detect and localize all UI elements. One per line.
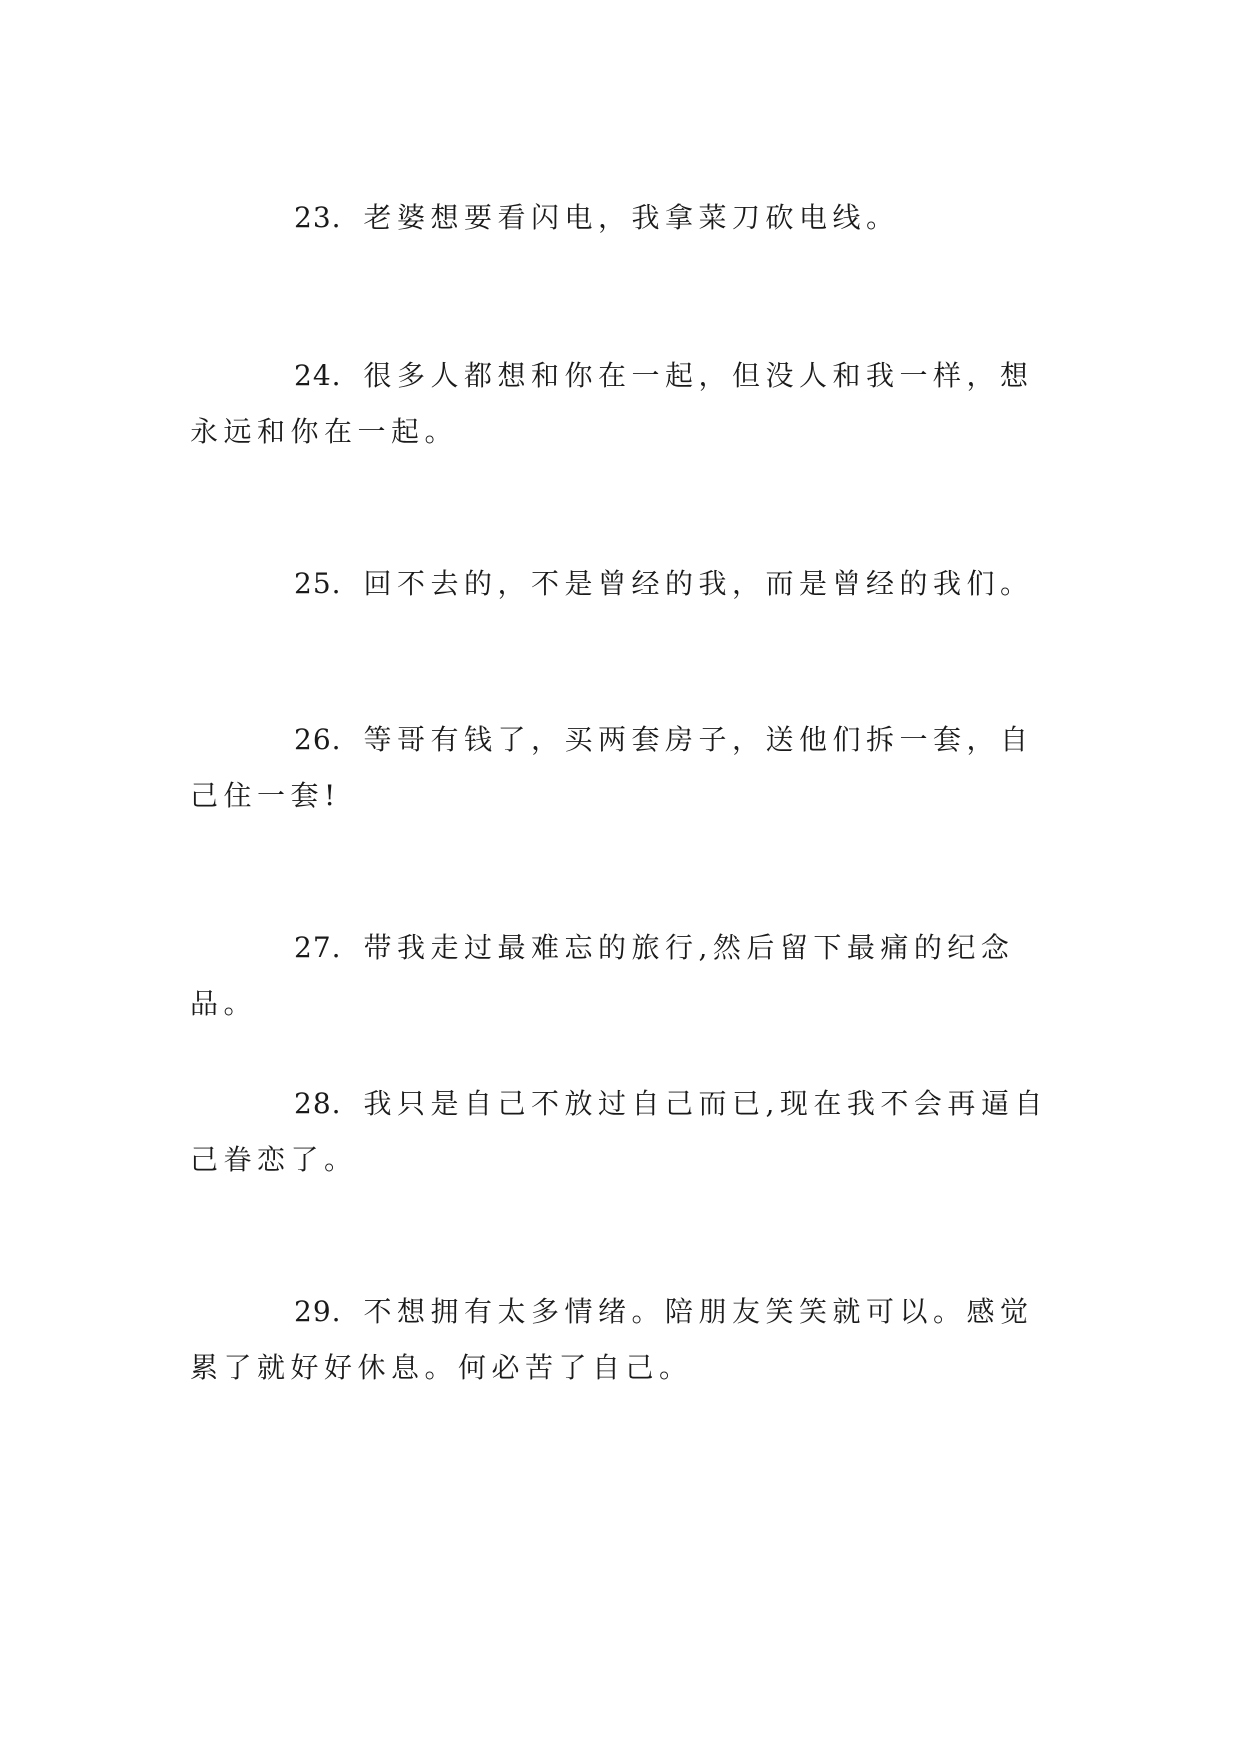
item-number: 28. [294,1087,342,1120]
list-item [190,1076,1050,1188]
item-number: 27. [294,931,342,964]
item-text: 我只是自己不放过自己而已,现在我不会再逼自己眷恋了。 [190,1087,1048,1176]
item-text: 带我走过最难忘的旅行,然后留下最痛的纪念品。 [190,931,1015,1020]
item-text: 很多人都想和你在一起，但没人和我一样，想永远和你在一起。 [190,359,1034,448]
item-text: 回不去的，不是曾经的我，而是曾经的我们。 [363,567,1034,600]
item-text: 不想拥有太多情绪。陪朋友笑笑就可以。感觉累了就好好休息。何必苦了自己。 [190,1295,1034,1384]
list-item [190,556,1050,612]
item-number: 24. [294,359,342,392]
item-number: 23. [294,201,342,234]
list-item [190,1284,1050,1396]
item-number: 25. [294,567,342,600]
item-number: 26. [294,723,342,756]
item-number: 29. [294,1295,342,1328]
list-item [190,190,1050,246]
list-item [190,712,1050,824]
list-item [190,920,1050,1032]
item-text: 等哥有钱了，买两套房子，送他们拆一套，自己住一套! [190,723,1034,812]
list-item [190,348,1050,460]
item-text: 老婆想要看闪电，我拿菜刀砍电线。 [363,201,900,234]
